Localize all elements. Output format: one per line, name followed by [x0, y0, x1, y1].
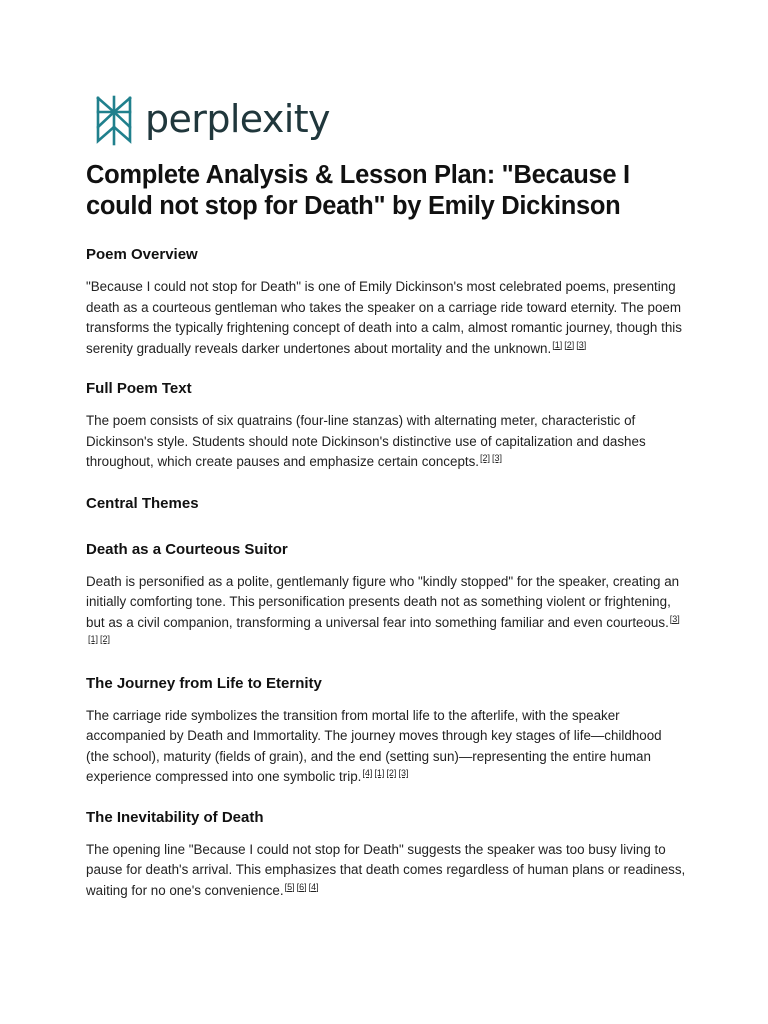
section-paragraph-poem-overview: "Because I could not stop for Death" is one of Emily Dickinson's most celebrated poems, presenting death as a courteous gentleman who takes the speaker on a carriage ride toward eternity. The poem transforms the typically frightening concept of death into a calm, almost romantic journey, though this serenity gradually reveals darker undertones about mortality and the unknown.[1] [2] [3] [86, 279, 682, 356]
page-title: Complete Analysis & Lesson Plan: "Because I could not stop for Death" by Emily Dickinson [86, 161, 630, 220]
citation-link[interactable]: [1] [552, 339, 563, 350]
citation-link[interactable]: [2] [386, 768, 397, 778]
section-paragraph-journey: The carriage ride symbolizes the transition from mortal life to the afterlife, with the speaker accompanied by Death and Immortality. The journey moves through key stages of life—childhood (the school), maturity (fields of grain), and the end (setting sun)—representing the entire human experience compressed into one symbolic trip.[4] [1] [2] [3] [86, 707, 662, 784]
perplexity-logo-icon [94, 95, 134, 146]
citation-link[interactable]: [3] [576, 339, 587, 350]
document-content [86, 160, 686, 901]
citation-link[interactable]: [4] [362, 768, 373, 778]
citation-link[interactable]: [2] [564, 339, 575, 350]
citation-link[interactable]: [2] [480, 453, 491, 463]
citation-group [479, 454, 502, 469]
citation-link[interactable]: [4] [308, 881, 319, 892]
citation-link[interactable]: [2] [100, 634, 111, 644]
section-heading-full-poem-text: Full Poem Text [86, 380, 192, 397]
section-heading-poem-overview: Poem Overview [86, 246, 198, 263]
brand-logo [94, 95, 330, 146]
section-paragraph-full-poem-text: The poem consists of six quatrains (four-line stanzas) with alternating meter, characteristic of Dickinson's style. Students should note Dickinson's distinctive use of capitalization and dashes throughout, which create pauses and emphasize certain concepts.[2] [3] [86, 413, 646, 469]
section-heading-journey: The Journey from Life to Eternity [86, 674, 322, 692]
section-paragraph-inevitability: The opening line "Because I could not stop for Death" suggests the speaker was too busy living to pause for death's arrival. This emphasizes that death comes regardless of human plans or readiness, waiting for no one's convenience.[5] [6] [4] [86, 841, 686, 898]
citation-link[interactable]: [3] [398, 768, 409, 778]
section-paragraph-courteous-suitor: Death is personified as a polite, gentlemanly figure who "kindly stopped" for the speaker, creating an initially comforting tone. This personification presents death not as something violent or frightening, but as a civil companion, transforming a universal fear into something familiar and even courteous.[3][1] [2] [86, 572, 686, 654]
citation-group [551, 341, 586, 356]
section-heading-inevitability: The Inevitability of Death [86, 808, 264, 826]
citation-link[interactable]: [5] [284, 881, 295, 892]
citation-group [361, 769, 408, 784]
citation-link[interactable]: [1] [88, 634, 99, 644]
brand-name: perplexity [145, 96, 330, 141]
section-heading-courteous-suitor: Death as a Courteous Suitor [86, 540, 288, 558]
section-heading-central-themes: Central Themes [86, 494, 199, 512]
citation-link[interactable]: [6] [296, 881, 307, 892]
citation-group [284, 883, 319, 898]
citation-link[interactable]: [3] [669, 613, 680, 624]
citation-link[interactable]: [1] [374, 768, 385, 778]
citation-link[interactable]: [3] [492, 453, 503, 463]
